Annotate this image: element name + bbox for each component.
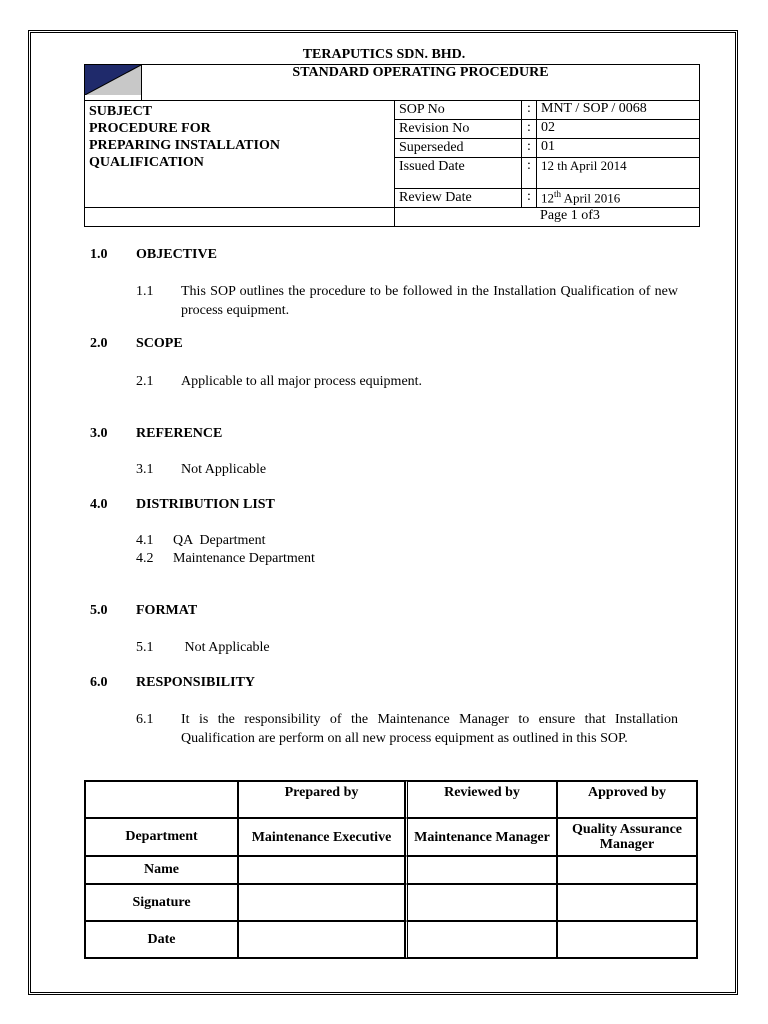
item-number: 1.1	[136, 284, 154, 299]
section-title: FORMAT	[136, 603, 198, 618]
list-item	[136, 549, 678, 568]
colon: :	[522, 189, 537, 208]
company-logo	[85, 65, 142, 101]
signoff-table	[84, 780, 698, 959]
item-number: 5.1	[136, 640, 154, 655]
signoff-header-reviewed: Reviewed by	[405, 781, 557, 818]
issued-date-value: 12 th April 2014	[537, 158, 700, 189]
revision-no-value: 02	[537, 120, 700, 139]
list-item	[136, 710, 678, 748]
revision-no-label: Revision No	[395, 120, 522, 139]
department-prepared: Maintenance Executive	[238, 818, 405, 856]
colon: :	[522, 158, 537, 189]
date-label: Date	[85, 921, 238, 958]
list-item	[136, 531, 678, 550]
section-heading-format	[90, 603, 197, 619]
item-text: Maintenance Department	[173, 551, 315, 566]
item-text: Not Applicable	[181, 640, 270, 655]
item-number: 3.1	[136, 462, 154, 477]
page-number: Page 1 of3	[395, 208, 700, 227]
section-title: OBJECTIVE	[136, 247, 217, 262]
section-heading-objective	[90, 247, 217, 263]
item-text: This SOP outlines the procedure to be followed in the Installation Qualification of new process equipment.	[181, 284, 678, 318]
date-approved-field	[557, 921, 697, 958]
subject-line: PROCEDURE FOR	[89, 121, 211, 136]
section-heading-reference	[90, 426, 222, 442]
item-text: Applicable to all major process equipment.	[181, 374, 423, 389]
item-number: 6.1	[136, 712, 154, 727]
section-heading-distribution-list	[90, 497, 275, 513]
sop-no-value: MNT / SOP / 0068	[537, 101, 700, 120]
item-number: 2.1	[136, 374, 154, 389]
colon: :	[522, 120, 537, 139]
section-title: DISTRIBUTION LIST	[136, 497, 275, 512]
department-reviewed: Maintenance Manager	[405, 818, 557, 856]
item-text: QA Department	[173, 533, 266, 548]
department-label: Department	[85, 818, 238, 856]
department-approved: Quality Assurance Manager	[557, 818, 697, 856]
item-text: Not Applicable	[181, 462, 267, 477]
section-heading-scope	[90, 336, 183, 352]
signature-approved-field	[557, 884, 697, 921]
review-date-label: Review Date	[395, 189, 522, 208]
list-item	[136, 282, 678, 320]
review-date-value	[537, 189, 700, 208]
sop-header-table	[84, 64, 700, 227]
superseded-value: 01	[537, 139, 700, 158]
section-number: 3.0	[90, 426, 108, 441]
signature-prepared-field	[238, 884, 405, 921]
subject-block	[85, 101, 395, 208]
signoff-header-approved: Approved by	[557, 781, 697, 818]
name-prepared-field	[238, 856, 405, 884]
signature-reviewed-field	[405, 884, 557, 921]
subject-line: QUALIFICATION	[89, 155, 204, 170]
section-heading-responsibility	[90, 675, 255, 691]
section-title: REFERENCE	[136, 426, 223, 441]
review-date-month-year: April 2016	[563, 190, 621, 206]
section-title: SCOPE	[136, 336, 183, 351]
review-date-suffix: th	[554, 189, 562, 199]
review-date-day: 12	[541, 190, 554, 206]
section-number: 1.0	[90, 247, 108, 262]
name-label: Name	[85, 856, 238, 884]
superseded-label: Superseded	[395, 139, 522, 158]
item-text: It is the responsibility of the Maintenance Manager to ensure that Installation Qualification are perform on all new process equipment as outlined in this SOP.	[181, 712, 678, 746]
sop-no-label: SOP No	[395, 101, 522, 120]
date-reviewed-field	[405, 921, 557, 958]
section-number: 6.0	[90, 675, 108, 690]
section-number: 5.0	[90, 603, 108, 618]
issued-date-label: Issued Date	[395, 158, 522, 189]
colon: :	[522, 139, 537, 158]
signature-label: Signature	[85, 884, 238, 921]
section-number: 2.0	[90, 336, 108, 351]
empty-cell	[85, 208, 395, 227]
list-item	[136, 638, 678, 657]
section-number: 4.0	[90, 497, 108, 512]
company-name: TERAPUTICS SDN. BHD.	[302, 47, 466, 62]
date-prepared-field	[238, 921, 405, 958]
signoff-header-blank	[85, 781, 238, 818]
list-item	[136, 372, 678, 391]
colon: :	[522, 101, 537, 120]
subject-line: PREPARING INSTALLATION	[89, 138, 280, 153]
subject-label: SUBJECT	[89, 104, 153, 119]
item-number: 4.1	[136, 533, 154, 548]
name-reviewed-field	[405, 856, 557, 884]
list-item	[136, 460, 678, 479]
name-approved-field	[557, 856, 697, 884]
signoff-header-prepared: Prepared by	[238, 781, 405, 818]
section-title: RESPONSIBILITY	[136, 675, 256, 690]
item-number: 4.2	[136, 551, 154, 566]
logo-icon	[85, 65, 141, 95]
document-title: STANDARD OPERATING PROCEDURE	[142, 65, 700, 101]
